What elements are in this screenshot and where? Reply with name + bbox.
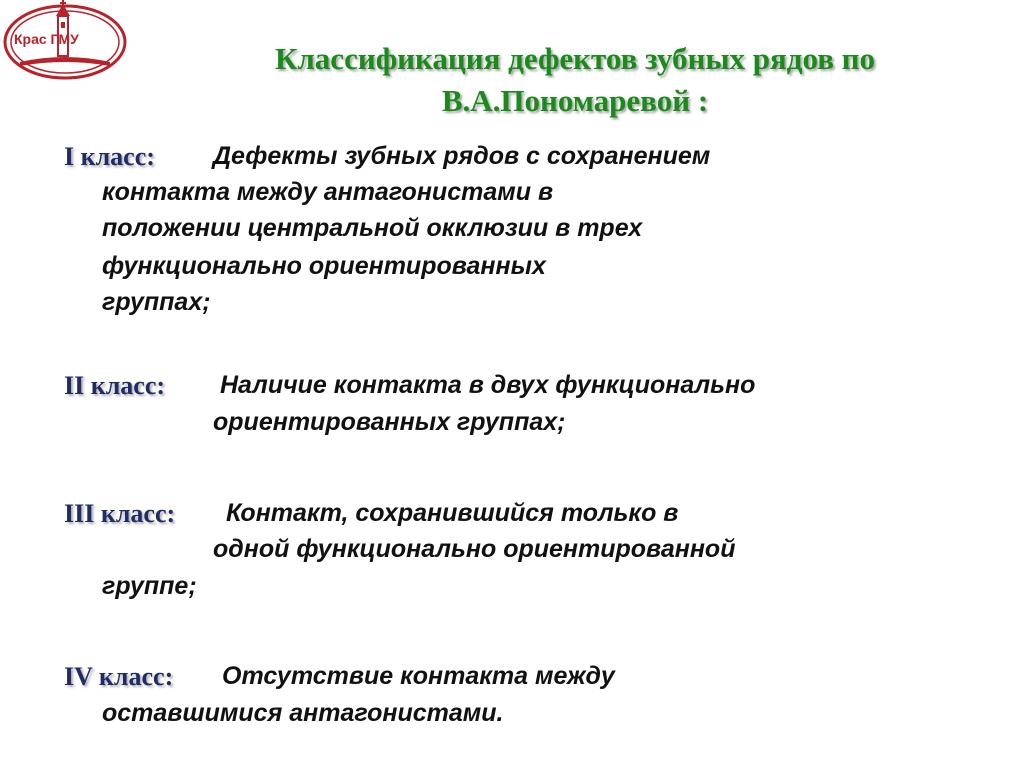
class-2-line-1: Наличие контакта в двух функционально (220, 371, 756, 399)
class-3-line-2: одной функционально ориентированной (213, 535, 736, 563)
class-1-line-3: положении центральной окклюзии в трех (102, 214, 643, 242)
class-1-line-4: функционально ориентированных (102, 252, 546, 280)
class-label-2: II класс: (64, 371, 166, 400)
university-logo (0, 0, 130, 86)
class-label-3: III класс: (64, 499, 176, 528)
class-1-line-5: группах; (102, 288, 211, 316)
class-4-line-2: оставшимися антагонистами. (102, 699, 504, 727)
class-2-line-2: ориентированных группах; (213, 408, 566, 436)
class-label-4: IV класс: (64, 662, 174, 691)
class-4-line-1: Отсутствие контакта между (222, 662, 615, 690)
logo-text: Крас ГМУ (14, 31, 79, 47)
class-3-line-1: Контакт, сохранившийся только в (226, 499, 679, 527)
class-1-line-2: контакта между антагонистами в (102, 178, 554, 206)
class-3-line-3: группе; (102, 572, 197, 600)
title-line-2: В.А.Пономаревой : (441, 83, 709, 118)
class-1-line-1: Дефекты зубных рядов с сохранением (213, 142, 711, 170)
title-line-1: Классификация дефектов зубных рядов по (274, 41, 876, 76)
page-title (140, 38, 1010, 122)
class-label-1: I класс: (64, 142, 155, 171)
